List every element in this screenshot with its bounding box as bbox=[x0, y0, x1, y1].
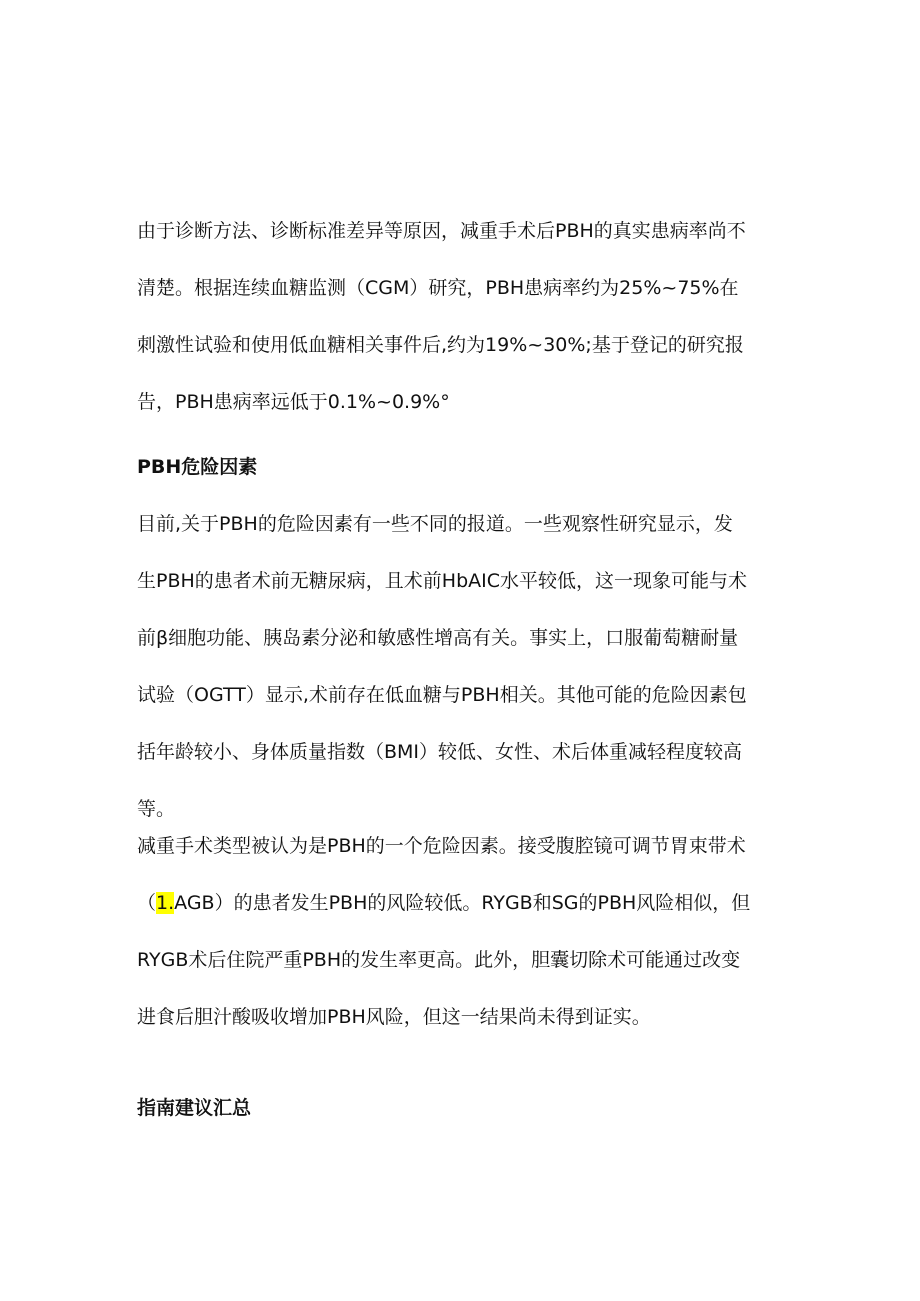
paragraph-line: 生PBH的患者术前无糖尿病，且术前HbAIC水平较低，这一现象可能与术 bbox=[137, 570, 747, 592]
paragraph-surgery-type bbox=[137, 818, 787, 1046]
paragraph-line: 告，PBH患病率远低于0.1%~0.9%° bbox=[137, 391, 450, 413]
paragraph-prevalence bbox=[137, 203, 787, 431]
highlighted-text: 1. bbox=[156, 892, 175, 914]
paragraph-line: 由于诊断方法、诊断标准差异等原因，减重手术后PBH的真实患病率尚不 bbox=[137, 220, 746, 242]
paragraph-line: 试验（OGTT）显示,术前存在低血糖与PBH相关。其他可能的危险因素包 bbox=[137, 684, 747, 706]
paragraph-line: RYGB术后住院严重PBH的发生率更高。此外，胆囊切除术可能通过改变 bbox=[137, 949, 741, 971]
paragraph-line: 减重手术类型被认为是PBH的一个危险因素。接受腹腔镜可调节胃束带术 bbox=[137, 835, 746, 857]
paragraph-line: 等。 bbox=[137, 798, 176, 820]
paren-open: （ bbox=[137, 892, 157, 914]
paragraph-line: 括年龄较小、身体质量指数（BMI）较低、女性、术后体重减轻程度较高 bbox=[137, 741, 743, 763]
paragraph-line: 清楚。根据连续血糖监测（CGM）研究，PBH患病率约为25%~75%在 bbox=[137, 277, 739, 299]
paragraph-text: AGB）的患者发生PBH的风险较低。RYGB和SG的PBH风险相似，但 bbox=[174, 892, 751, 914]
paragraph-line: 刺激性试验和使用低血糖相关事件后,约为19%~30%;基于登记的研究报 bbox=[137, 334, 744, 356]
paragraph-line: 前β细胞功能、胰岛素分泌和敏感性增高有关。事实上，口服葡萄糖耐量 bbox=[137, 627, 739, 649]
section-heading-guidelines: 指南建议汇总 bbox=[137, 1097, 252, 1119]
paragraph-line bbox=[137, 875, 787, 932]
section-heading-risk-factors: PBH危险因素 bbox=[137, 456, 258, 478]
paragraph-line: 进食后胆汁酸吸收增加PBH风险，但这一结果尚未得到证实。 bbox=[137, 1006, 651, 1028]
paragraph-line: 目前,关于PBH的危险因素有一些不同的报道。一些观察性研究显示，发 bbox=[137, 513, 733, 535]
paragraph-risk-factors bbox=[137, 496, 787, 838]
